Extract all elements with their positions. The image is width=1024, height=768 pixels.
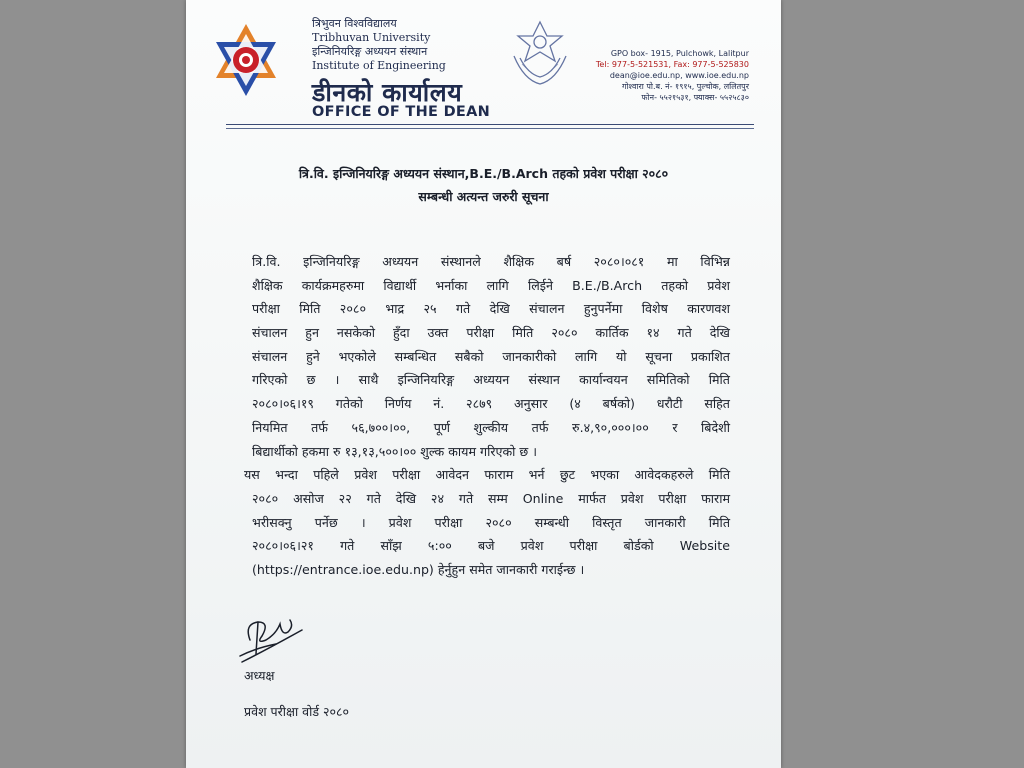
- body-line: संचालन हुन नसकेको हुँदा उक्त परीक्षा मिति २०८० कार्तिक १४ गते देखि: [252, 325, 730, 341]
- contact-address: GPO box- 1915, Pulchowk, Lalitpur: [610, 49, 749, 58]
- body-line: बिद्यार्थीको हकमा रु १३,१३,५००।०० शुल्क कायम गरिएको छ ।: [252, 443, 538, 459]
- body-line: शैक्षिक कार्यक्रमहरुमा विद्यार्थी भर्नाका लागि लिईने B.E./B.Arch तहको प्रवेश: [252, 277, 730, 293]
- notice-title-line-1: त्रि.वि. इन्जिनियरिङ्ग अध्ययन संस्थान,B.E./B.Arch तहको प्रवेश परीक्षा २०८०: [298, 166, 669, 181]
- body-line: संचालन हुने भएकोले सम्बन्धित सबैको जानकारीको लागि यो सूचना प्रकाशित: [252, 348, 730, 364]
- university-name-en: Tribhuvan University: [312, 31, 431, 44]
- body-line: यस भन्दा पहिले प्रवेश परीक्षा आवेदन फाराम भर्न छुट भएका आवेदकहरुले मिति: [244, 467, 730, 483]
- letterhead-names: [312, 17, 446, 73]
- contact-email-web: dean@ioe.edu.np, www.ioe.edu.np: [609, 71, 749, 80]
- body-line: भरीसक्नु पर्नेछ । प्रवेश परीक्षा २०८० सम्बन्धी विस्तृत जानकारी मिति: [252, 514, 730, 530]
- institute-name-np: इन्जिनियरिङ्ग अध्ययन संस्थान: [312, 45, 428, 58]
- office-name-np: डीनको कार्यालय: [312, 78, 463, 107]
- notice-title: [186, 162, 781, 208]
- body-line: २०८०।०६।२१ गते साँझ ५:०० बजे प्रवेश परीक्षा बोर्डको Website: [252, 538, 730, 554]
- contact-phone-np: फोन- ५५२१५३१, फ्याक्स- ५५२५८३०: [641, 93, 749, 102]
- letterhead-divider: [226, 124, 754, 125]
- notice-body: [244, 250, 730, 582]
- body-line: (https://entrance.ioe.edu.np) हेर्नुहुन समेत जानकारी गराईन्छ ।: [252, 561, 585, 577]
- office-seal-stamp-icon: [504, 16, 576, 90]
- body-line: नियमित तर्फ ५६,७००।००, पूर्ण शुल्कीय तर्फ रु.४,९०,०००।०० र बिदेशी: [252, 419, 730, 435]
- letterhead-divider-thin: [226, 128, 754, 129]
- body-line: परीक्षा मिति २०८० भाद्र २५ गते देखि संचालन हुनुपर्नेमा विशेष कारणवश: [252, 301, 730, 317]
- institute-name-en: Institute of Engineering: [312, 59, 446, 72]
- contact-info: [596, 48, 749, 103]
- contact-address-np: गोश्वारा पो.ब. नं- १९१५, पुल्चोक, ललितपुर: [621, 82, 749, 91]
- signature: [236, 610, 308, 668]
- signatory-title: अध्यक्ष: [244, 668, 275, 683]
- body-line: गरिएको छ । साथै इन्जिनियरिङ्ग अध्ययन संस्थान कार्यान्वयन समितिको मिति: [252, 372, 730, 388]
- notice-title-line-2: सम्बन्धी अत्यन्त जरुरी सूचना: [418, 189, 549, 204]
- notice-document: [186, 0, 781, 768]
- body-line: त्रि.वि. इन्जिनियरिङ्ग अध्ययन संस्थानले शैक्षिक बर्ष २०८०।०८१ मा विभिन्न: [252, 254, 730, 269]
- tribhuvan-university-logo-icon: [214, 22, 278, 98]
- body-line: २०८० असोज २२ गते देखि २४ गते सम्म Online मार्फत प्रवेश परीक्षा फाराम: [252, 490, 730, 506]
- university-name-np: त्रिभुवन विश्वविद्यालय: [312, 17, 397, 30]
- body-line: २०८०।०६।१९ गतेको निर्णय नं. २८७९ अनुसार (४ बर्षको) धरौटी सहित: [252, 396, 730, 412]
- contact-phone: Tel: 977-5-521531, Fax: 977-5-525830: [595, 60, 749, 69]
- issuing-board: प्रवेश परीक्षा वोर्ड २०८०: [244, 704, 350, 719]
- office-name-en: OFFICE OF THE DEAN: [312, 104, 491, 120]
